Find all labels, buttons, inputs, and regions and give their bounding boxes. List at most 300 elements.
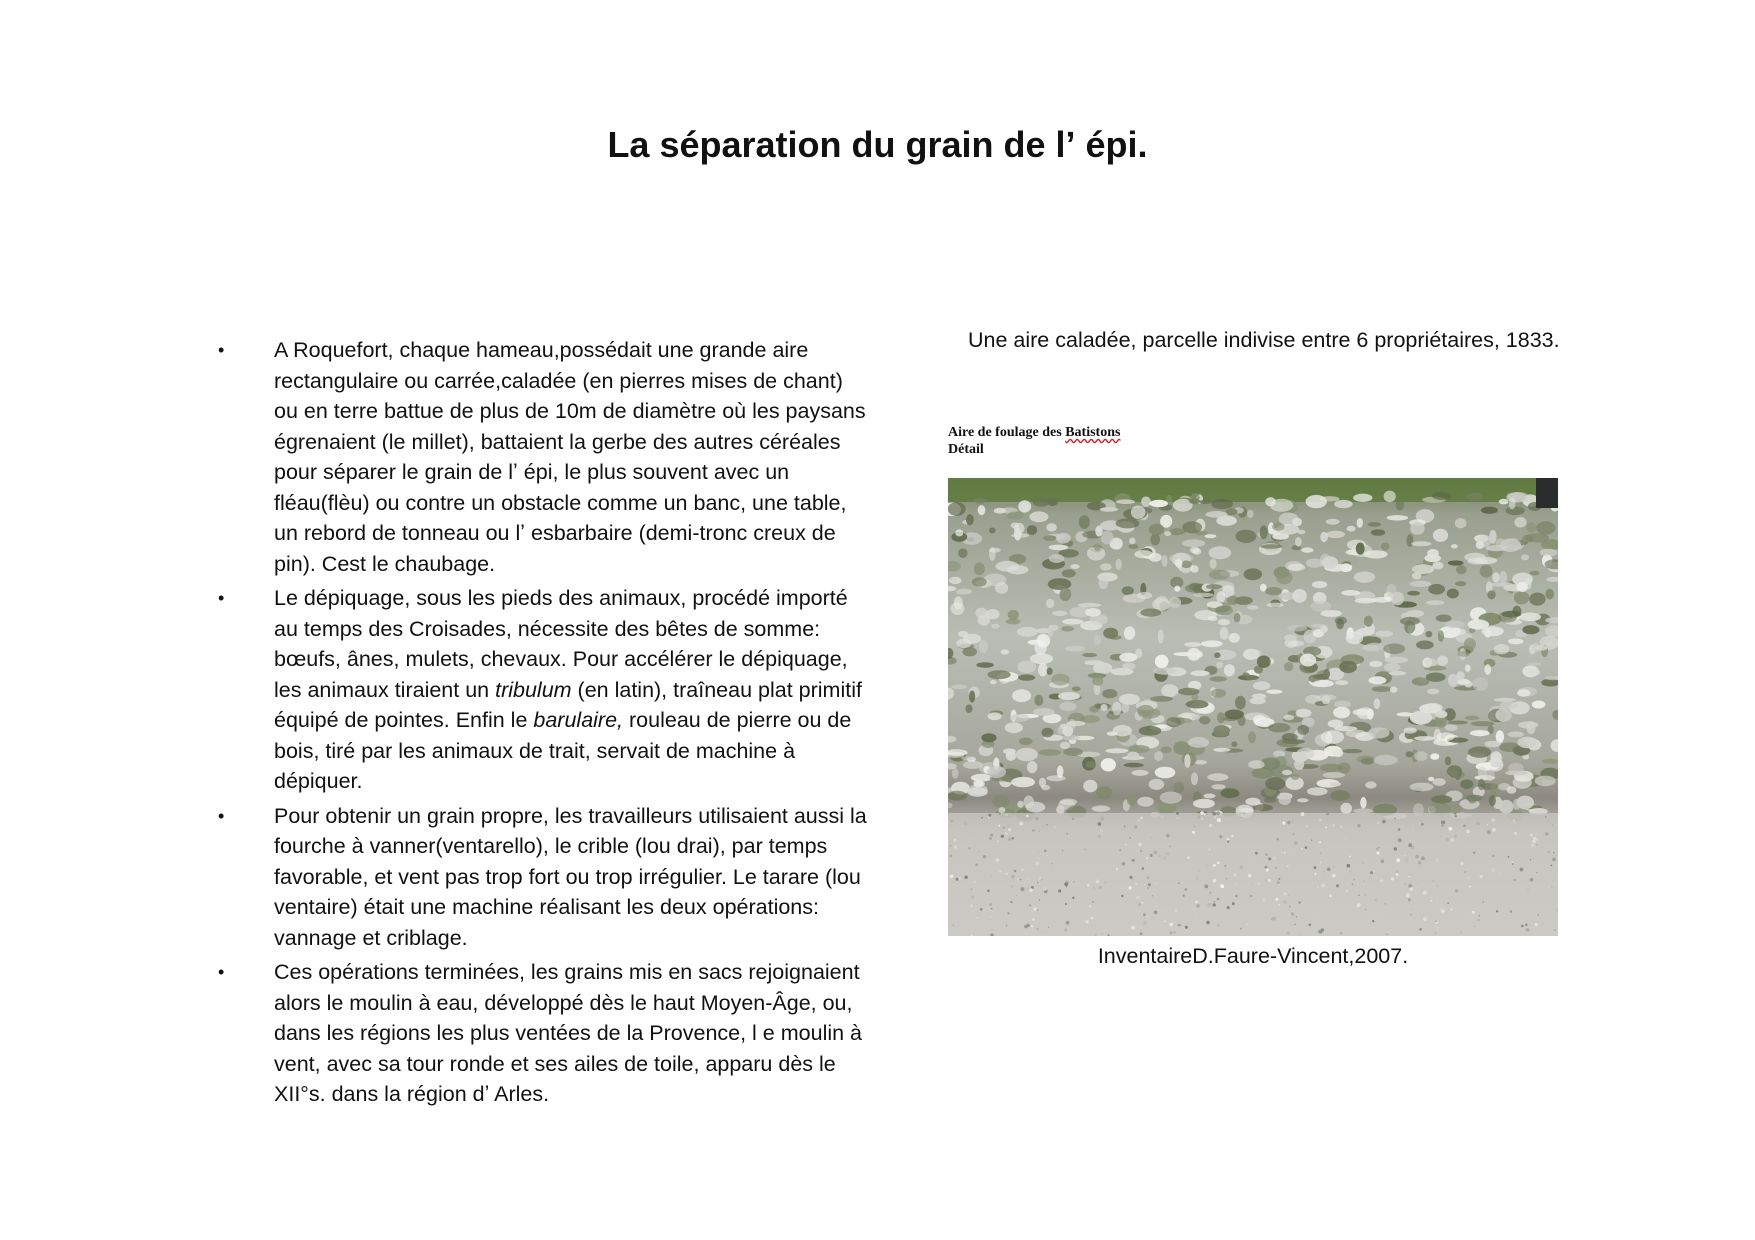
gravel-speck	[1035, 817, 1038, 820]
cobblestone	[1347, 526, 1356, 532]
italic-term-tribulum: tribulum	[495, 677, 572, 702]
cobblestone	[1297, 748, 1315, 760]
gravel-speck	[981, 817, 983, 819]
gravel-speck	[1214, 816, 1217, 819]
cobblestone	[1038, 663, 1048, 677]
gravel-speck	[1005, 814, 1008, 817]
gravel-speck	[1501, 852, 1503, 854]
cobblestone	[1428, 584, 1445, 595]
gravel-speck	[1092, 901, 1094, 903]
gravel-speck	[952, 924, 954, 926]
cobblestone	[1116, 518, 1140, 528]
gravel-speck	[1121, 895, 1123, 897]
cobblestone	[1158, 630, 1164, 644]
cobblestone	[958, 631, 968, 637]
gravel-speck	[1290, 912, 1294, 916]
cobblestone	[1225, 710, 1244, 720]
gravel-speck	[1058, 889, 1061, 892]
gravel-speck	[980, 908, 983, 911]
gravel-speck	[1129, 837, 1131, 839]
gravel-speck	[1093, 887, 1094, 888]
cobblestone	[1481, 507, 1498, 514]
gravel-speck	[1032, 918, 1034, 920]
gravel-speck	[1549, 839, 1552, 842]
gravel-speck	[1514, 822, 1515, 823]
gravel-speck	[1394, 818, 1396, 820]
gravel-speck	[1321, 884, 1325, 888]
cobblestone	[1465, 716, 1480, 721]
cobblestone	[1326, 531, 1345, 538]
cobblestone	[1478, 779, 1485, 791]
cobblestone	[1451, 544, 1458, 548]
cobblestone	[1320, 626, 1328, 634]
gravel-speck	[1372, 920, 1374, 922]
gravel-speck	[964, 876, 967, 879]
gravel-speck	[1344, 838, 1346, 840]
cobblestone	[1026, 802, 1046, 813]
gravel-speck	[1276, 898, 1279, 901]
gravel-speck	[1357, 824, 1360, 827]
cobblestone	[1211, 499, 1233, 509]
gravel-speck	[1377, 822, 1380, 825]
gravel-speck	[1183, 895, 1185, 897]
gravel-speck	[1039, 877, 1042, 880]
gravel-speck	[1336, 884, 1339, 887]
photo-header-line1	[948, 424, 1120, 441]
gravel-speck	[1234, 874, 1237, 877]
gravel-speck	[1287, 821, 1291, 825]
cobblestone	[1283, 715, 1294, 721]
cobblestone	[1199, 500, 1212, 504]
cobblestone	[1248, 731, 1256, 743]
cobblestone	[1457, 651, 1469, 656]
gravel-speck	[1375, 900, 1376, 901]
cobblestone	[1357, 518, 1363, 528]
cobblestone	[1011, 777, 1035, 787]
gravel-speck	[949, 855, 952, 858]
gravel-speck	[1423, 891, 1427, 895]
gravel-speck	[1137, 819, 1139, 821]
gravel-speck	[1396, 870, 1399, 873]
gravel-speck	[1491, 868, 1495, 872]
cobblestone	[1414, 751, 1428, 761]
cobblestone	[951, 684, 967, 689]
cobblestone	[1007, 511, 1024, 519]
gravel-speck	[1255, 852, 1258, 855]
gravel-speck	[1143, 921, 1147, 925]
cobblestone	[1215, 606, 1233, 616]
gravel-speck	[1103, 824, 1105, 826]
gravel-speck	[1374, 876, 1377, 879]
gravel-speck	[1358, 895, 1359, 896]
gravel-speck	[997, 841, 998, 842]
gravel-speck	[1474, 926, 1475, 927]
gravel-speck	[1011, 875, 1015, 879]
gravel-speck	[983, 855, 986, 858]
gravel-speck	[1033, 907, 1036, 910]
cobblestone	[1288, 564, 1305, 571]
bullet-text-part: rouleau de pierre ou de bois, tiré par les animaux de trait, servait de machine à dépiquer.	[274, 708, 852, 793]
gravel-speck	[1492, 855, 1495, 858]
gravel-speck	[1098, 822, 1102, 826]
gravel-speck	[1320, 862, 1322, 864]
gravel-speck	[1299, 855, 1302, 858]
gravel-speck	[1213, 812, 1217, 816]
gravel-speck	[1198, 870, 1200, 872]
gravel-speck	[1020, 887, 1024, 891]
gravel-speck	[1227, 906, 1230, 909]
gravel-speck	[1031, 850, 1034, 853]
cobblestone	[1101, 758, 1116, 771]
gravel-speck	[1325, 827, 1327, 829]
cobblestone	[1321, 730, 1344, 744]
cobblestone	[1276, 571, 1293, 585]
cobblestone	[1517, 689, 1530, 696]
gravel-speck	[1138, 903, 1141, 906]
gravel-speck	[1250, 895, 1252, 897]
cobblestone	[1211, 784, 1225, 789]
cobblestone	[1427, 689, 1439, 695]
gravel-speck	[1226, 878, 1227, 879]
gravel-speck	[1039, 831, 1040, 832]
cobblestone	[1224, 664, 1235, 676]
cobblestone	[1018, 500, 1031, 512]
bullet-marker: •	[218, 340, 225, 360]
cobblestone	[1491, 762, 1503, 768]
bullet-marker: •	[218, 805, 225, 826]
gravel-speck	[1362, 818, 1366, 822]
cobblestone	[1411, 541, 1431, 546]
gravel-speck	[1207, 903, 1211, 907]
gravel-speck	[1492, 828, 1496, 832]
photo-header-line2: Détail	[948, 442, 984, 457]
gravel-speck	[1241, 814, 1244, 817]
cobblestone	[1495, 708, 1511, 722]
gravel-speck	[1265, 866, 1268, 869]
cobblestone	[1239, 808, 1253, 813]
gravel-speck	[1278, 884, 1279, 885]
gravel-speck	[1012, 837, 1014, 839]
cobblestone	[1060, 799, 1078, 806]
cobblestone	[1039, 749, 1062, 756]
gravel-speck	[1446, 837, 1450, 841]
gravel-speck	[1169, 846, 1171, 848]
cobblestone	[1047, 498, 1058, 506]
gravel-speck	[1294, 924, 1295, 925]
cobblestone	[1234, 613, 1241, 623]
cobblestone	[1206, 584, 1222, 589]
cobblestone	[1414, 736, 1435, 741]
cobblestone	[1509, 498, 1516, 510]
cobblestone	[1512, 606, 1521, 616]
list-item	[210, 801, 870, 954]
cobblestone	[1257, 656, 1271, 668]
cobblestone	[1435, 710, 1447, 718]
cobblestone	[1216, 591, 1225, 603]
gravel-speck	[1062, 894, 1063, 895]
gravel-speck	[1371, 905, 1373, 907]
cobblestone	[1059, 702, 1076, 711]
cobblestone	[1072, 686, 1081, 691]
gravel-speck	[1476, 822, 1479, 825]
gravel-speck	[1495, 866, 1497, 868]
gravel-speck	[1548, 886, 1550, 888]
gravel-speck	[1195, 901, 1198, 904]
cobblestone	[1540, 549, 1558, 557]
gravel-speck	[1537, 839, 1539, 841]
cobblestone	[1006, 751, 1016, 761]
gravel-speck	[1292, 821, 1293, 822]
gravel-speck	[1248, 875, 1249, 876]
cobblestone	[1184, 642, 1202, 647]
gravel-speck	[1287, 931, 1290, 934]
gravel-speck	[1357, 903, 1361, 907]
cobblestone	[1333, 749, 1343, 757]
cobblestone	[1485, 664, 1492, 675]
gravel-speck	[1441, 909, 1445, 913]
gravel-speck	[1396, 873, 1399, 876]
gravel-speck	[1043, 888, 1046, 891]
gravel-speck	[1243, 812, 1245, 814]
cobblestone	[1491, 783, 1497, 796]
cobblestone	[1345, 631, 1363, 644]
gravel-speck	[1036, 862, 1039, 865]
gravel-speck	[978, 850, 981, 853]
gravel-speck	[1001, 835, 1004, 838]
gravel-speck	[1005, 873, 1008, 876]
cobblestone	[1027, 761, 1037, 773]
cobblestone	[1356, 543, 1365, 555]
gravel-speck	[1435, 932, 1437, 934]
gravel-speck	[1099, 886, 1102, 889]
gravel-speck	[1066, 833, 1068, 835]
gravel-speck	[1548, 851, 1550, 853]
cobblestone	[1407, 591, 1420, 596]
gravel-speck	[1194, 914, 1198, 918]
cobblestone	[1149, 553, 1162, 562]
cobblestone	[1078, 603, 1101, 608]
gravel-speck	[1213, 879, 1217, 883]
gravel-speck	[974, 881, 975, 882]
gravel-speck	[1020, 879, 1022, 881]
gravel-speck	[1146, 857, 1148, 859]
cobblestone	[1536, 521, 1555, 535]
gravel-speck	[990, 916, 993, 919]
cobblestone	[1154, 668, 1177, 675]
gravel-speck	[1157, 878, 1158, 879]
gravel-speck	[1069, 845, 1071, 847]
cobblestone	[1220, 627, 1229, 640]
gravel-speck	[1406, 893, 1410, 897]
gravel-speck	[1008, 837, 1012, 841]
gravel-speck	[1409, 876, 1411, 878]
gravel-speck	[1064, 928, 1068, 932]
cobblestone	[1019, 738, 1032, 746]
gravel-speck	[1176, 812, 1179, 815]
gravel-speck	[1454, 835, 1457, 838]
photo-header	[948, 424, 1120, 458]
gravel-speck	[1091, 917, 1093, 919]
photo-header-prefix: Aire de foulage des	[948, 425, 1066, 440]
gravel-speck	[1166, 852, 1169, 855]
cobblestone	[1447, 589, 1459, 599]
cobblestone	[979, 640, 988, 653]
gravel-speck	[1478, 919, 1480, 921]
cobblestone	[1034, 695, 1043, 706]
cobblestone	[1471, 721, 1495, 726]
gravel-speck	[1332, 824, 1335, 827]
gravel-speck	[1008, 828, 1011, 831]
cobblestone	[1174, 586, 1180, 592]
cobblestone	[1364, 550, 1388, 558]
cobblestone	[1101, 531, 1114, 545]
cobblestone	[1051, 674, 1069, 686]
cobblestone	[1534, 645, 1547, 650]
cobblestone	[1371, 529, 1385, 536]
gravel-speck	[1213, 903, 1216, 906]
gravel-speck	[1514, 832, 1517, 835]
gravel-speck	[1011, 885, 1014, 888]
cobblestone	[1260, 526, 1268, 540]
gravel-speck	[1287, 865, 1288, 866]
gravel-speck	[1551, 865, 1553, 867]
cobblestone	[1223, 585, 1235, 592]
cobblestone	[987, 766, 1006, 778]
gravel-speck	[1472, 911, 1475, 914]
cobblestone	[1450, 804, 1463, 813]
cobblestone	[1448, 721, 1468, 725]
gravel-speck	[1128, 886, 1132, 890]
cobblestone	[1253, 681, 1271, 690]
cobblestone	[1209, 570, 1230, 580]
gravel-speck	[1147, 876, 1150, 879]
gravel-speck	[1197, 816, 1200, 819]
gravel-speck	[1217, 862, 1220, 865]
gravel-speck	[1143, 913, 1146, 916]
gravel-speck	[1240, 866, 1244, 870]
gravel-speck	[1265, 854, 1267, 856]
cobblestone	[1221, 788, 1240, 798]
gravel-speck	[1514, 879, 1516, 881]
cobblestone	[1485, 741, 1501, 748]
gravel-speck	[998, 919, 999, 920]
cobblestone	[1499, 499, 1509, 505]
gravel-speck	[1238, 837, 1240, 839]
gravel-speck	[968, 847, 970, 849]
cobblestone	[1284, 634, 1297, 641]
gravel-speck	[1140, 850, 1142, 852]
cobblestone	[1041, 785, 1050, 790]
gravel-speck	[1480, 875, 1483, 878]
cobblestone	[1513, 799, 1521, 810]
cobblestone	[1173, 782, 1184, 793]
cobblestone	[1103, 628, 1118, 639]
cobblestone	[1213, 748, 1230, 752]
cobblestone	[1208, 616, 1218, 621]
gravel-speck	[1341, 826, 1343, 828]
gravel-speck	[1201, 818, 1203, 820]
gravel-speck	[950, 845, 951, 846]
cobblestone	[1294, 759, 1304, 770]
gravel-speck	[1151, 916, 1155, 920]
gravel-speck	[1436, 926, 1439, 929]
cobblestone	[1268, 723, 1291, 732]
cobblestone	[1297, 725, 1309, 735]
gravel-speck	[1204, 885, 1208, 889]
gravel-speck	[1478, 846, 1480, 848]
gravel-speck	[1003, 827, 1005, 829]
cobblestone	[1141, 497, 1151, 507]
cobblestone	[1545, 589, 1554, 600]
cobblestone	[1155, 655, 1169, 669]
gravel-speck	[1036, 856, 1040, 860]
cobblestone	[989, 548, 1001, 553]
cobblestone	[1005, 722, 1023, 733]
cobblestone	[1095, 526, 1102, 537]
gravel-speck	[953, 839, 956, 842]
page-title: La séparation du grain de lʼ épi.	[607, 124, 1148, 165]
cobblestone	[1384, 491, 1396, 503]
gravel-speck	[1048, 927, 1049, 928]
gravel-speck	[1187, 856, 1190, 859]
cobblestone	[1191, 772, 1198, 785]
cobblestone	[1267, 603, 1284, 608]
cobblestone	[1386, 584, 1396, 597]
cobblestone	[990, 680, 997, 684]
gravel-speck	[1163, 856, 1166, 859]
cobblestone	[1455, 518, 1467, 528]
cobblestone	[1099, 576, 1109, 589]
gravel-speck	[1454, 812, 1457, 815]
gravel-speck	[1087, 884, 1090, 887]
cobblestone	[958, 548, 967, 558]
cobblestone	[1137, 797, 1154, 807]
gravel-speck	[1019, 822, 1023, 826]
gravel-speck	[1065, 903, 1067, 905]
cobblestone	[1366, 643, 1383, 652]
gravel-speck	[1235, 895, 1237, 897]
gravel-speck	[1377, 852, 1380, 855]
cobblestone	[1083, 780, 1097, 793]
gravel-speck	[1216, 811, 1220, 815]
cobblestone	[1514, 591, 1529, 604]
gravel-speck	[1431, 896, 1433, 898]
cobblestone	[1467, 492, 1483, 501]
gravel-speck	[1455, 815, 1457, 817]
gravel-speck	[1405, 858, 1409, 862]
gravel-speck	[1526, 928, 1530, 932]
gravel-speck	[1150, 854, 1153, 857]
cobblestone	[1478, 767, 1487, 778]
gravel-speck	[1535, 923, 1538, 926]
cobblestone	[1194, 714, 1200, 719]
bullet-text: Pour obtenir un grain propre, les travailleurs utilisaient aussi la fourche à vanner(ventarello), le crible (lou drai), par temps favorable, et vent pas trop fort ou trop irrégulier. Le tarare (lou ventaire) était une machine réalisant les deux opérations: vannage et criblage.	[274, 803, 867, 950]
gravel-speck	[975, 863, 978, 866]
cobblestone	[992, 795, 1009, 808]
cobblestone	[1384, 663, 1401, 671]
threshing-floor-photo	[948, 478, 1558, 936]
gravel-speck	[1138, 842, 1142, 846]
gravel-speck	[1412, 828, 1414, 830]
gravel-speck	[1526, 888, 1529, 891]
cobblestone	[967, 787, 987, 797]
cobblestone	[1070, 564, 1079, 569]
cobblestone	[1116, 499, 1135, 504]
gravel-speck	[1227, 840, 1229, 842]
cobblestone	[1468, 558, 1488, 564]
cobblestone	[1201, 640, 1223, 647]
cobblestone	[1333, 707, 1350, 719]
